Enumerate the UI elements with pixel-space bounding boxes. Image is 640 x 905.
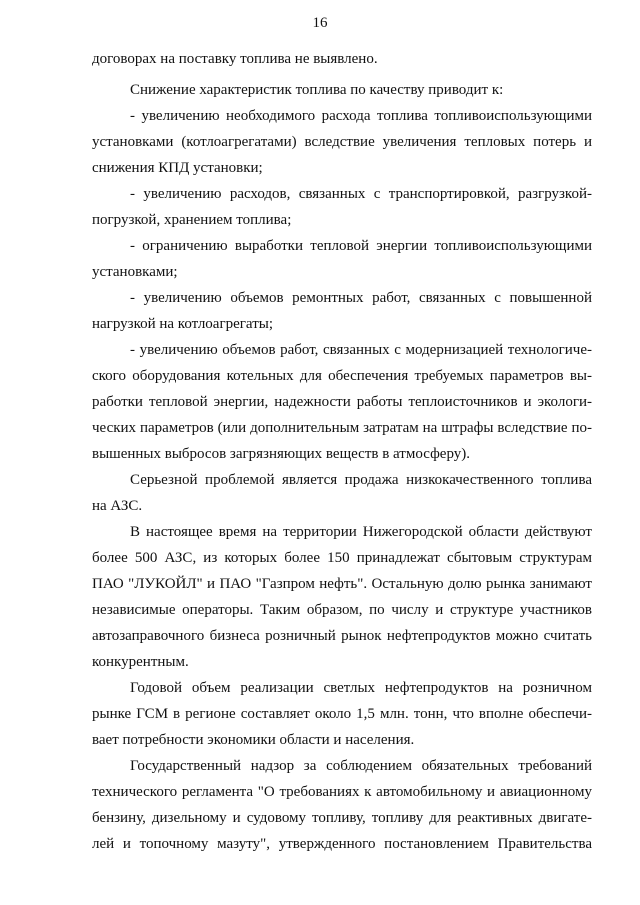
text-line: Серьезной проблемой является продажа низкокачественного топлива: [130, 472, 592, 488]
text-line: работки тепловой энергии, надежности работы теплоисточников и экологи-: [92, 394, 592, 410]
text-line: конкурентным.: [92, 654, 189, 670]
text-line: бензину, дизельному и судовому топливу, топливу для реактивных двигате-: [92, 810, 592, 826]
text-line: снижения КПД установки;: [92, 160, 263, 176]
text-line: - увеличению объемов работ, связанных с модернизацией технологиче-: [130, 342, 592, 358]
text-line: ПАО "ЛУКОЙЛ" и ПАО "Газпром нефть". Остальную долю рынка занимают: [92, 576, 592, 592]
text-line: на АЗС.: [92, 498, 143, 514]
text-line: договорах на поставку топлива не выявлено.: [92, 51, 378, 67]
text-line: технического регламента "О требованиях к автомобильному и авиационному: [92, 784, 592, 800]
text-line: Снижение характеристик топлива по качеству приводит к:: [130, 82, 504, 98]
text-line: вышенных выбросов загрязняющих веществ в атмосферу).: [92, 446, 470, 462]
text-line: ческих параметров (или дополнительным затратам на штрафы вследствие по-: [92, 420, 592, 436]
text-line: независимые операторы. Таким образом, по числу и структуре участников: [92, 602, 592, 618]
text-line: Государственный надзор за соблюдением обязательных требований: [130, 758, 592, 774]
text-line: - ограничению выработки тепловой энергии топливоиспользующими: [130, 238, 592, 254]
text-line: рынке ГСМ в регионе составляет около 1,5 млн. тонн, что вполне обеспечи-: [92, 706, 592, 722]
text-line: - увеличению объемов ремонтных работ, связанных с повышенной: [130, 290, 592, 306]
text-line: погрузкой, хранением топлива;: [92, 212, 292, 228]
text-line: автозаправочного бизнеса розничный рынок нефтепродуктов можно считать: [92, 628, 592, 644]
text-line: В настоящее время на территории Нижегородской области действуют: [130, 524, 592, 540]
text-line: нагрузкой на котлоагрегаты;: [92, 316, 273, 332]
text-line: лей и топочному мазуту", утвержденного постановлением Правительства: [92, 836, 592, 852]
text-line: ского оборудования котельных для обеспечения требуемых параметров вы-: [92, 368, 592, 384]
text-line: Годовой объем реализации светлых нефтепродуктов на розничном: [130, 680, 592, 696]
text-line: более 500 АЗС, из которых более 150 принадлежат сбытовым структурам: [92, 550, 592, 566]
page-number: 16: [312, 15, 328, 31]
text-line: установками;: [92, 264, 178, 280]
text-line: установками (котлоагрегатами) вследствие увеличения тепловых потерь и: [92, 134, 592, 150]
text-line: - увеличению необходимого расхода топлива топливоиспользующими: [130, 108, 592, 124]
text-line: вает потребности экономики области и населения.: [92, 732, 415, 748]
text-line: - увеличению расходов, связанных с транспортировкой, разгрузкой-: [130, 186, 592, 202]
